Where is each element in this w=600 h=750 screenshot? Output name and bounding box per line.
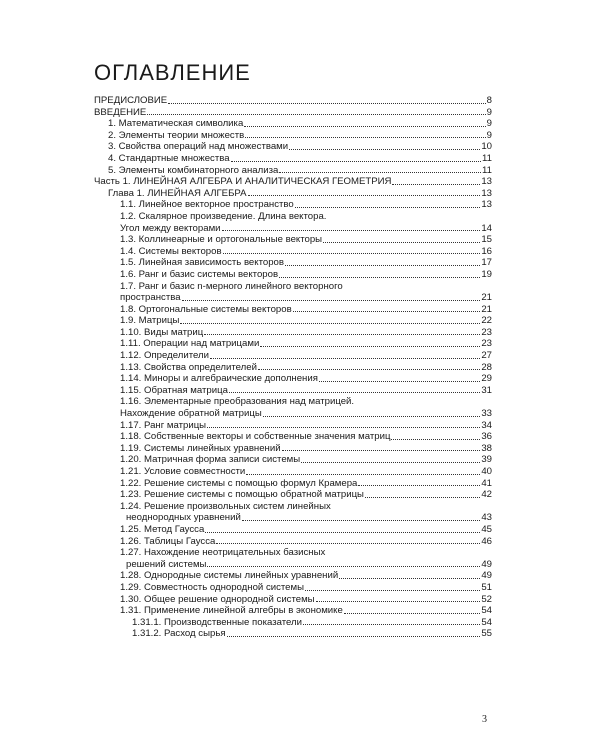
toc-entry: [94, 95, 492, 107]
toc-entry: [94, 246, 492, 258]
toc-dot-leader: [227, 636, 481, 637]
toc-entry: [94, 211, 492, 223]
toc-entry-page: 10: [481, 141, 492, 153]
toc-entry-title: 5. Элементы комбинаторного анализа: [108, 164, 279, 176]
toc-entry: [94, 385, 492, 397]
toc-entry-page: 29: [481, 373, 492, 385]
toc-dot-leader: [245, 137, 485, 138]
toc-entry-page: 51: [481, 581, 492, 593]
toc-entry-page: 43: [481, 512, 492, 524]
toc-entry-title: 1.15. Обратная матрица: [120, 384, 228, 396]
toc-entry: [94, 536, 492, 548]
toc-entry-title: 1.14. Миноры и алгебраические дополнения: [120, 373, 318, 385]
toc-entry-title: 1.5. Линейная зависимость векторов: [120, 257, 284, 269]
toc-entry-page: 38: [481, 442, 492, 454]
toc-entry-title: 2. Элементы теории множеств: [108, 129, 245, 141]
toc-entry-title: 1. Математическая символика: [108, 118, 244, 130]
toc-entry-title: 1.7. Ранг и базис n-мерного линейного векторного: [120, 280, 343, 292]
toc-entry: [94, 153, 492, 165]
toc-entry-title: 1.21. Условие совместности: [120, 466, 246, 477]
toc-entry: [94, 141, 492, 153]
toc-dot-leader: [319, 381, 480, 382]
toc-entry-title: 1.23. Решение системы с помощью обратной матрицы: [120, 489, 364, 501]
toc-entry: [94, 431, 492, 443]
toc-entry-page: 36: [481, 431, 492, 443]
toc-entry: [94, 570, 492, 582]
toc-entry-title: 1.20. Матричная форма записи системы: [120, 454, 301, 466]
toc-entry-title: ПРЕДИСЛОВИЕ: [94, 95, 168, 106]
toc-entry-page: 33: [481, 408, 492, 420]
page-title: ОГЛАВЛЕНИЕ: [94, 60, 251, 85]
toc-entry-title: 1.26. Таблицы Гаусса: [120, 535, 216, 547]
toc-entry-page: 54: [481, 616, 492, 628]
toc-entry-title: 1.1. Линейное векторное пространство: [120, 199, 294, 211]
toc-entry-title: 1.25. Метод Гаусса: [120, 523, 205, 535]
toc-dot-leader: [248, 195, 481, 196]
toc-entry-title: Часть 1. ЛИНЕЙНАЯ АЛГЕБРА И АНАЛИТИЧЕСКАЯ ГЕОМЕТРИЯ: [94, 176, 392, 188]
toc-dot-leader: [204, 334, 480, 335]
toc-dot-leader: [279, 172, 481, 173]
toc-entry-page: 16: [481, 245, 492, 257]
toc-dot-leader: [244, 126, 485, 127]
toc-entry-page: 45: [481, 523, 492, 535]
toc-entry-page: 40: [481, 466, 492, 477]
toc-entry-title: 1.2. Скалярное произведение. Длина вектора.: [120, 210, 327, 222]
toc-entry: [94, 605, 492, 617]
toc-entry-title: 1.27. Нахождение неотрицательных базисных: [120, 547, 326, 559]
toc-entry: [94, 478, 492, 490]
toc-entry: [94, 165, 492, 177]
toc-entry: [94, 396, 492, 408]
toc-entry-page: 46: [481, 535, 492, 547]
toc-entry-page: 54: [481, 605, 492, 617]
toc-entry-title: 1.31.2. Расход сырья: [132, 628, 226, 640]
toc-entry-title: неоднородных уравнений: [126, 512, 241, 524]
toc-entry-title: 1.31. Применение линейной алгебры в экономике: [120, 605, 343, 617]
toc-entry: [94, 547, 492, 559]
toc-entry-page: 14: [481, 222, 492, 234]
toc-dot-leader: [207, 427, 480, 428]
toc-entry-title: Нахождение обратной матрицы: [120, 408, 262, 420]
toc-entry: [94, 489, 492, 501]
toc-entry: [94, 327, 492, 339]
toc-dot-leader: [180, 323, 480, 324]
toc-dot-leader: [289, 149, 480, 150]
toc-dot-leader: [260, 346, 480, 347]
toc-entry: [94, 188, 492, 200]
toc-entry-title: 1.13. Свойства определителей: [120, 361, 257, 373]
toc-dot-leader: [303, 624, 480, 625]
toc-entry: [94, 582, 492, 594]
toc-dot-leader: [282, 450, 481, 451]
toc-entry-title: 1.22. Решение системы с помощью формул Крамера: [120, 477, 358, 489]
toc-entry: [94, 362, 492, 374]
toc-dot-leader: [305, 590, 480, 591]
toc-entry-page: 49: [481, 570, 492, 582]
toc-entry: [94, 199, 492, 211]
toc-dot-leader: [242, 520, 481, 521]
toc-entry-title: 1.4. Системы векторов: [120, 245, 222, 257]
toc-entry: [94, 223, 492, 235]
toc-entry-title: 1.17. Ранг матрицы: [120, 419, 207, 431]
toc-entry: [94, 524, 492, 536]
toc-entry-page: 9: [486, 118, 492, 130]
toc-entry: [94, 338, 492, 350]
toc-entry: [94, 234, 492, 246]
toc-entry-page: 19: [481, 268, 492, 280]
toc-entry-page: 13: [481, 187, 492, 199]
toc-entry: [94, 628, 492, 640]
toc-dot-leader: [392, 184, 480, 185]
toc-dot-leader: [207, 566, 480, 567]
toc-entry-title: Угол между векторами: [120, 222, 221, 234]
toc-dot-leader: [391, 439, 480, 440]
toc-entry-page: 8: [486, 95, 492, 106]
toc-entry: [94, 559, 492, 571]
toc-entry-title: решений системы: [126, 558, 207, 570]
toc-entry: [94, 512, 492, 524]
toc-entry-title: 1.10. Виды матриц: [120, 326, 204, 338]
toc-entry: [94, 315, 492, 327]
toc-dot-leader: [147, 114, 485, 115]
toc-entry-title: 1.19. Системы линейных уравнений: [120, 442, 281, 454]
toc-entry-page: 17: [481, 257, 492, 269]
toc-dot-leader: [285, 265, 480, 266]
toc-entry-title: 1.16. Элементарные преобразования над матрицей.: [120, 396, 355, 408]
toc-dot-leader: [344, 613, 481, 614]
toc-dot-leader: [316, 601, 481, 602]
toc-entry-title: пространства: [120, 292, 181, 304]
toc-entry-title: 1.18. Собственные векторы и собственные значения матриц: [120, 431, 391, 443]
toc-entry-page: 13: [481, 176, 492, 188]
toc-entry-page: 34: [481, 419, 492, 431]
toc-dot-leader: [182, 300, 481, 301]
toc-entry: [94, 269, 492, 281]
toc-entry-page: 22: [481, 315, 492, 327]
toc-entry-title: 3. Свойства операций над множествами: [108, 141, 289, 153]
toc-entry-page: 52: [481, 593, 492, 605]
toc-entry-title: 1.12. Определители: [120, 350, 209, 362]
toc-entry-title: 1.11. Операции над матрицами: [120, 338, 260, 350]
toc-entry-page: 13: [481, 199, 492, 211]
toc-entry: [94, 257, 492, 269]
toc-entry-title: Глава 1. ЛИНЕЙНАЯ АЛГЕБРА: [108, 187, 247, 199]
toc-entry-page: 11: [482, 152, 492, 164]
toc-entry: [94, 420, 492, 432]
toc-dot-leader: [222, 230, 481, 231]
toc-entry-title: 1.6. Ранг и базис системы векторов: [120, 268, 279, 280]
toc-entry-page: 31: [481, 384, 492, 396]
page-number: 3: [482, 714, 487, 725]
toc-entry-title: 1.29. Совместность однородной системы: [120, 581, 305, 593]
toc-dot-leader: [229, 392, 480, 393]
toc-entry-page: 9: [486, 106, 492, 118]
toc-dot-leader: [263, 416, 481, 417]
toc-entry-page: 27: [481, 350, 492, 362]
toc-entry: [94, 408, 492, 420]
toc-entry: [94, 443, 492, 455]
toc-entry-page: 11: [482, 164, 492, 176]
toc-dot-leader: [246, 474, 480, 475]
toc-entry-title: 1.8. Ортогональные системы векторов: [120, 303, 292, 315]
toc-dot-leader: [301, 462, 480, 463]
toc-dot-leader: [210, 358, 480, 359]
toc-entry: [94, 304, 492, 316]
toc-dot-leader: [168, 103, 486, 104]
toc-dot-leader: [295, 207, 481, 208]
toc-dot-leader: [279, 277, 480, 278]
toc-entry-page: 9: [486, 129, 492, 141]
toc-entry-title: 1.9. Матрицы: [120, 315, 180, 327]
toc-entry-page: 55: [481, 628, 492, 640]
toc-dot-leader: [339, 578, 480, 579]
toc-entry-title: ВВЕДЕНИЕ: [94, 106, 147, 118]
toc-entry: [94, 617, 492, 629]
toc-entry-page: 28: [481, 361, 492, 373]
toc-entry: [94, 454, 492, 466]
toc-entry: [94, 350, 492, 362]
toc-entry: [94, 281, 492, 293]
toc-dot-leader: [205, 532, 480, 533]
toc-entry: [94, 118, 492, 130]
table-of-contents: [94, 95, 492, 640]
toc-dot-leader: [216, 543, 480, 544]
toc-dot-leader: [223, 253, 481, 254]
toc-entry-title: 1.28. Однородные системы линейных уравнений: [120, 570, 339, 582]
toc-entry-page: 23: [481, 338, 492, 350]
toc-entry-title: 1.24. Решение произвольных систем линейных: [120, 500, 331, 512]
toc-dot-leader: [293, 311, 481, 312]
toc-entry-page: 15: [481, 234, 492, 246]
toc-entry: [94, 292, 492, 304]
toc-dot-leader: [231, 161, 481, 162]
toc-entry: [94, 176, 492, 188]
toc-dot-leader: [365, 497, 480, 498]
toc-dot-leader: [258, 369, 480, 370]
toc-entry: [94, 501, 492, 513]
toc-entry-page: 23: [481, 326, 492, 338]
toc-entry: [94, 466, 492, 478]
toc-entry-title: 4. Стандартные множества: [108, 152, 230, 164]
toc-entry-page: 21: [481, 292, 492, 304]
toc-entry-page: 39: [481, 454, 492, 466]
toc-entry-page: 41: [481, 477, 492, 489]
toc-dot-leader: [358, 485, 480, 486]
toc-entry: [94, 107, 492, 119]
toc-entry-title: 1.31.1. Производственные показатели: [132, 616, 302, 628]
toc-entry-page: 42: [481, 489, 492, 501]
toc-entry: [94, 594, 492, 606]
toc-entry-page: 21: [481, 303, 492, 315]
toc-entry: [94, 373, 492, 385]
toc-entry-title: 1.30. Общее решение однородной системы: [120, 593, 315, 605]
toc-entry: [94, 130, 492, 142]
toc-entry-title: 1.3. Коллинеарные и ортогональные векторы: [120, 234, 323, 246]
toc-entry-page: 49: [481, 558, 492, 570]
toc-dot-leader: [323, 242, 480, 243]
